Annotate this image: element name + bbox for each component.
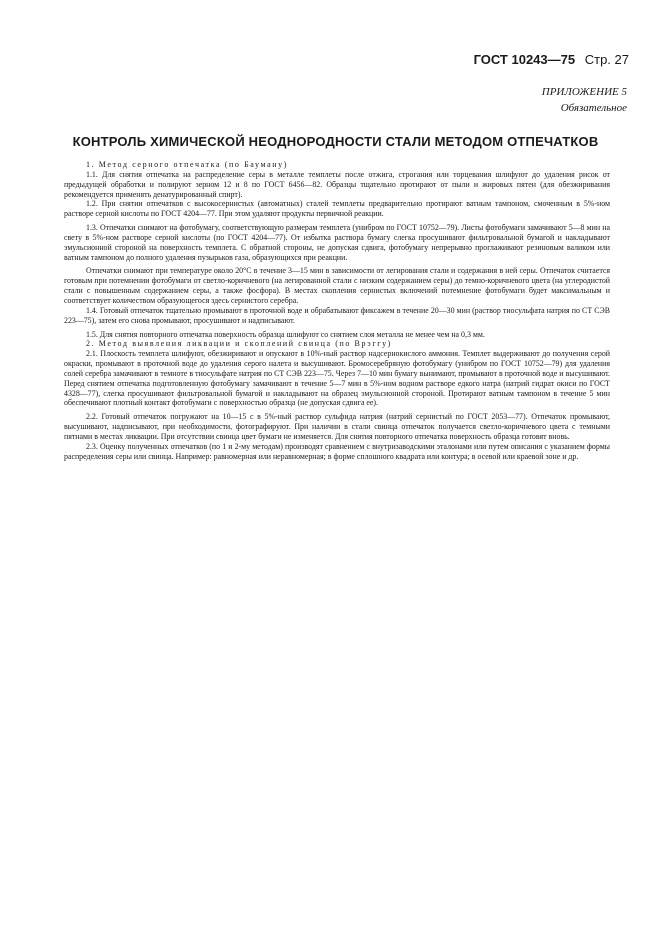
paragraph-2-1: 2.1. Плоскость темплета шлифуют, обезжиривают и опускают в 10%-ный раствор надсернокислого аммония. Темплет выдерживают до получения серой окраски, промывают в проточной воде до удаления серого налета и высушивают. Бромосеребряную фотобумагу (унибром по ГОСТ 10752—79) для удаления солей серебра замачивают в темноте в тиосульфате натрия по СТ СЭВ 223—75. Через 7—10 мин бумагу вынимают, промывают в проточной воде и высушивают. Перед снятием отпечатка подготовленную фотобумагу замачивают в течение 5—7 мин в 5%-ном водном растворе едкого натра (натрий гидрат окиси по ГОСТ 4328—77), слегка просушивают фильтровальной бумагой и накладывают на образец эмульсионной стороной. Протирают ватным тампоном в течение 5 мин обеспечивают плотный контакт фотобумаги с поверхностью образца (не допуская сдвига ее). bbox=[64, 349, 610, 408]
page-header bbox=[474, 52, 629, 67]
paragraph-1-3-cont: Отпечатки снимают при температуре около 20°С в течение 3—15 мин в зависимости от легирования стали и содержания в ней серы. Отпечаток считается готовым при потемнении фотобумаги от светло-коричневого (на легированной стали с низким содержанием серы) до темно-коричневого цвета (на углеродистой стали с повышенным содержанием серы, а также фосфора). В местах скопления сернистых включений потемнение фотобумаги будет максимальным и соответствует количеством образующегося здесь сернистого серебра. bbox=[64, 266, 610, 305]
document-title: КОНТРОЛЬ ХИМИЧЕСКОЙ НЕОДНОРОДНОСТИ СТАЛИ МЕТОДОМ ОТПЕЧАТКОВ bbox=[72, 134, 599, 149]
appendix-label: ПРИЛОЖЕНИЕ 5 bbox=[541, 86, 627, 98]
document-body bbox=[64, 160, 610, 461]
appendix-status: Обязательное bbox=[560, 102, 627, 114]
paragraph-2-2: 2.2. Готовый отпечаток погружают на 10—15 с в 5%-ный раствор сульфида натрия (натрий сернистый по ГОСТ 2053—77). Отпечаток промывают, высушивают, надписывают, при необходимости, фотографируют. При наличии в стали свинца отпечаток получается светло-коричневого цвета с темными пятнами в местах ликвации. При отсутствии свинца цвет бумаги не изменяется. Для снятия повторного отпечатка поверхность образца готовят вновь. bbox=[64, 412, 610, 441]
paragraph-1-3: 1.3. Отпечатки снимают на фотобумагу, соответствующую размерам темплета (унибром по ГОСТ 10752—79). Листы фотобумаги замачивают 5—8 мин на свету в 5%-ном растворе серной кислоты (по ГОСТ 4204—77). От избытка раствора бумагу слегка просушивают фильтровальной бумагой и накладывают эмульсионной стороной на поверхность темплета. С обратной стороны, не допуская сдвига, фотобумагу непрерывно проглаживают резиновым валиком или ватным тампоном до полного удаления пузырьков газа, образующихся при реакции. bbox=[64, 223, 610, 262]
paragraph-1-1: 1.1. Для снятия отпечатка на распределение серы в металле темплеты после отжига, строгания или торцевания шлифуют до удаления рисок от предыдущей обработки и полируют зерном 12 и 8 по ГОСТ 6456—82. Образцы тщательно протирают от пыли и жировых пятен (для обезжиривания рекомендуется применять денатурированный спирт). bbox=[64, 169, 610, 199]
paragraph-1-4: 1.4. Готовый отпечаток тщательно промывают в проточной воде и обрабатывают фиксажем в течение 20—30 мин (раствор тиосульфата натрия по СТ СЭВ 223—75), затем его снова промывают, просушивают и надписывают. bbox=[64, 305, 610, 325]
section-heading-2: 2. Метод выявления ликвации и скоплений свинца (по Врэггу) bbox=[86, 339, 392, 349]
paragraph-2-3: 2.3. Оценку полученных отпечатков (по 1 и 2-му методам) производят сравнением с внутризаводскими эталонами или путем описания с указанием формы распределения серы или свинца. Например: равномерная или неравномерная; в форме сплошного квадрата или контура; в осевой или краевой зоне и др. bbox=[64, 441, 610, 461]
standard-number: ГОСТ 10243—75 bbox=[473, 52, 576, 67]
appendix-label-block bbox=[542, 84, 627, 116]
section-heading-1: 1. Метод серного отпечатка (по Бауману) bbox=[86, 160, 289, 169]
page-number: Стр. 27 bbox=[584, 52, 629, 67]
paragraph-1-5: 1.5. Для снятия повторного отпечатка поверхность образца шлифуют со снятием слоя металла не менее чем на 0,3 мм. bbox=[86, 329, 485, 339]
paragraph-1-2: 1.2. При снятии отпечатков с высокосернистых (автоматных) сталей темплеты предварительно протирают ватным тампоном, смоченным в 5%-ном растворе серной кислоты по ГОСТ 4204—77. При этом удаляют продукты первичной реакции. bbox=[64, 199, 610, 219]
